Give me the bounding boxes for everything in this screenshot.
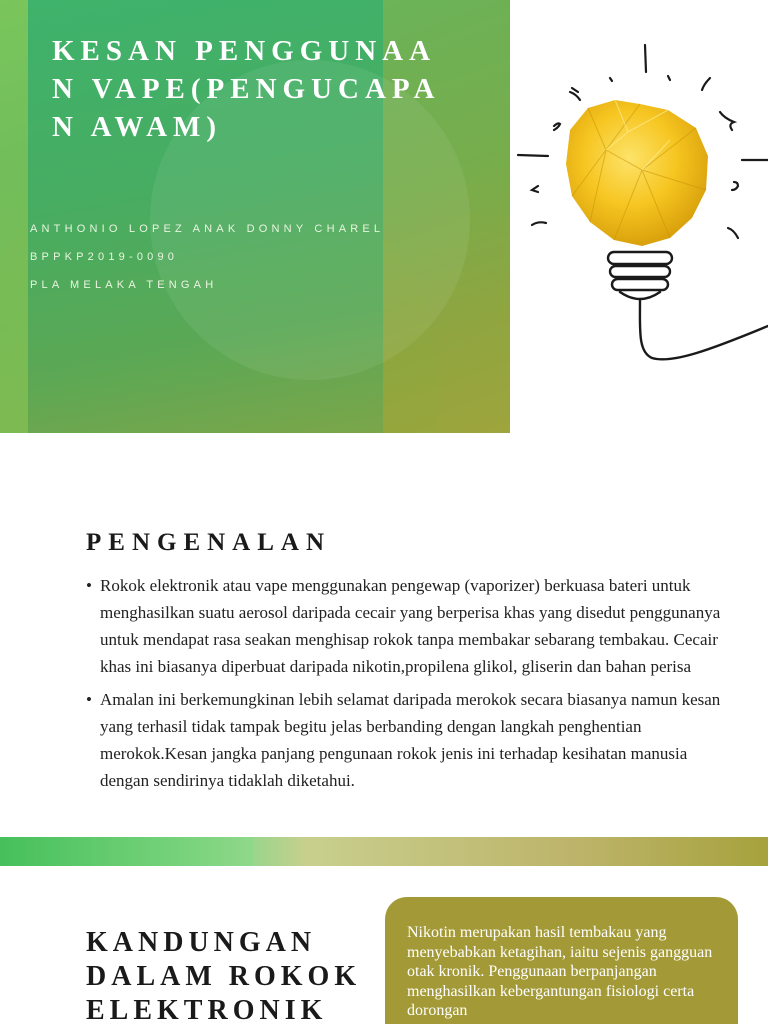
slide-title: KESAN PENGGUNAAN VAPE(PENGUCAPAN AWAM) [52,35,441,143]
decorative-band [0,0,28,433]
location-text: PLA MELAKA TENGAH [30,279,218,291]
bullet-list [86,572,736,800]
section-heading: PENGENALAN [86,529,332,556]
author-name: ANTHONIO LOPEZ ANAK DONNY CHAREL [30,223,385,235]
divider-accent [0,837,253,866]
info-card [385,897,738,1024]
list-item [86,572,736,680]
crumpled-paper-icon [566,100,708,246]
student-id: BPPKP2019-0090 [30,251,179,263]
title-slide [0,0,768,433]
bullet-text: Amalan ini berkemungkinan lebih selamat daripada merokok secara biasanya namun kesan yang terhasil tidak tampak begitu jelas berbanding dengan langkah penghentian merokok.Kesan jangka panjang pengunaan rokok jenis ini terhadap kesihatan manusia dengan sendirinya tidaklah diketahui. [100,690,721,790]
bullet-icon: • [86,690,92,709]
section-heading: KANDUNGAN DALAM ROKOK ELEKTRONIK [86,927,362,1024]
card-text: Nikotin merupakan hasil tembakau yang menyebabkan ketagihan, iaitu sejenis gangguan otak kronik. Penggunaan berpanjangan menghasilkan kebergantungan fisiologi certa dorongan [407,924,713,1019]
intro-slide [0,433,768,836]
slide-divider [0,837,768,866]
list-item [86,686,736,794]
lightbulb-illustration [510,0,768,433]
bulb-base-icon [608,252,768,359]
bullet-icon: • [86,576,92,595]
bullet-text: Rokok elektronik atau vape menggunakan pengewap (vaporizer) berkuasa bateri untuk menghasilkan suatu aerosol daripada cecair yang berperisa khas yang disedut penggunanya untuk mendapat rasa seakan menghisap rokok tanpa membakar sebarang tembakau. Cecair khas ini biasanya diperbuat daripada nikotin,propilena glikol, gliserin dan bahan perisa [100,576,721,676]
contents-slide [0,866,768,1024]
